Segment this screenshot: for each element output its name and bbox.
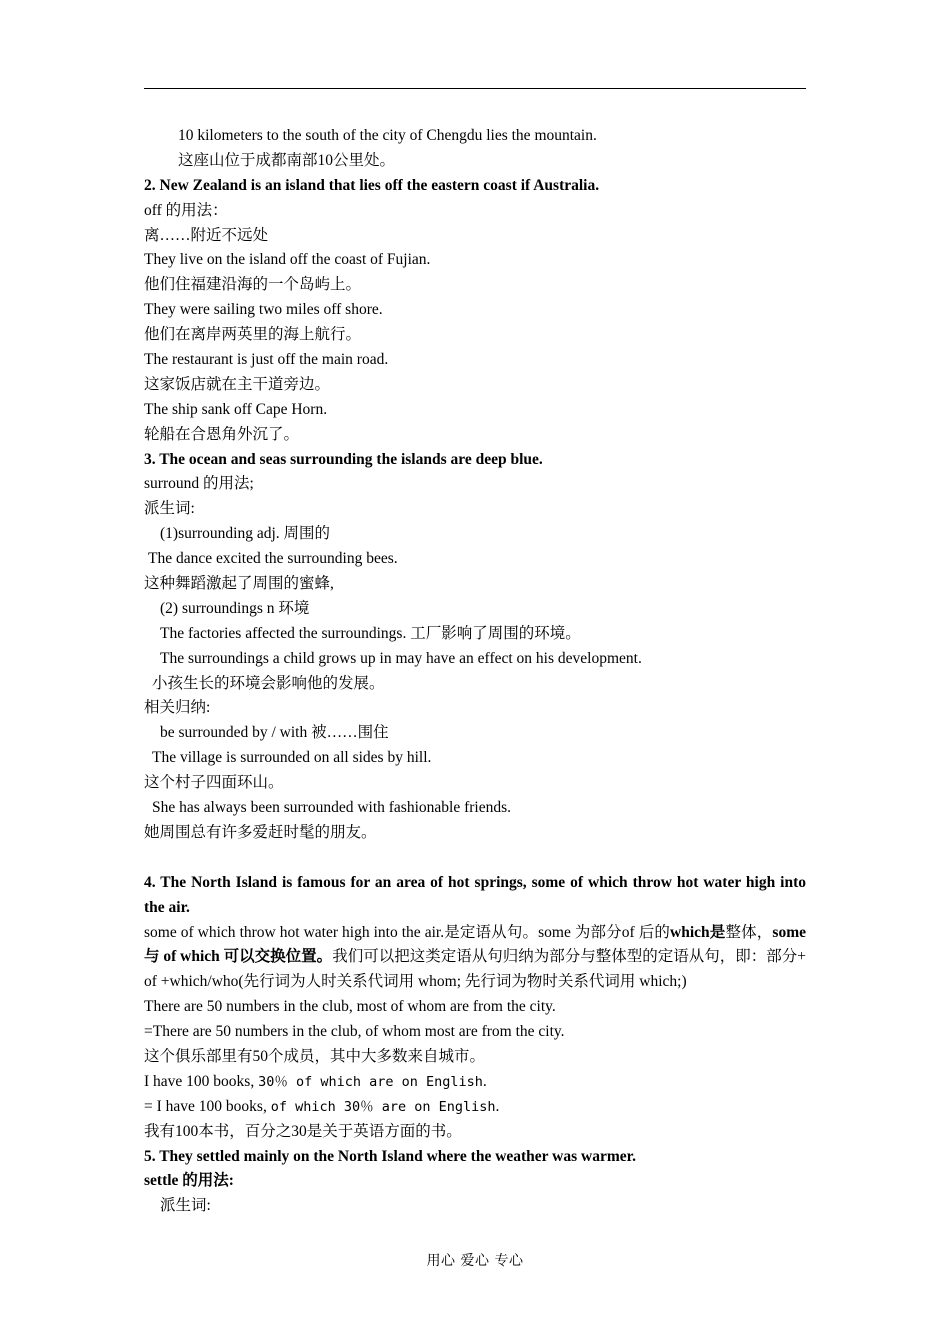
example-sentence: They were sailing two miles off shore. [144, 301, 383, 319]
sentence-part: . [495, 1097, 500, 1115]
derivative-word: (2) surroundings n 环境 [160, 599, 310, 617]
example-sentence: The village is surrounded on all sides by hill. [152, 749, 432, 767]
example-sentence: There are 50 numbers in the club, most of whom are from the city. [144, 998, 556, 1016]
translation: 我有100本书，百分之30是关于英语方面的书。 [144, 1122, 462, 1140]
usage-label: surround 的用法; [144, 475, 254, 493]
example-sentence: The surroundings a child grows up in may have an effect on his development. [160, 649, 642, 667]
heading-item-5: 5. They settled mainly on the North Island where the weather was warmer. [144, 1147, 636, 1165]
meaning: 离……附近不远处 [144, 226, 269, 244]
phrase: be surrounded by / with 被……围住 [160, 724, 389, 742]
sentence-part: of which 30％ are on English [270, 1098, 496, 1115]
sentence-part: . [482, 1072, 487, 1090]
header-rule [144, 88, 806, 89]
example-sentence: =There are 50 numbers in the club, of whom most are from the city. [144, 1023, 565, 1041]
heading-item-2: 2. New Zealand is an island that lies off the eastern coast if Australia. [144, 176, 600, 194]
translation: 这个俱乐部里有50个成员，其中大多数来自城市。 [144, 1048, 486, 1066]
summary-label: 相关归纳: [144, 699, 211, 717]
sentence-part: I have 100 books, [144, 1072, 259, 1090]
example-sentence: They live on the island off the coast of Fujian. [144, 251, 431, 269]
example-sentence: 10 kilometers to the south of the city of Chengdu lies the mountain. [178, 127, 597, 144]
translation: 他们住福建沿海的一个岛屿上。 [144, 276, 362, 294]
derivative-word: (1)surrounding adj. 周围的 [160, 525, 331, 543]
blank-line [144, 846, 806, 871]
sentence-part: 30％ of which are on English [258, 1073, 483, 1090]
explanation-text: 整体， [725, 923, 773, 941]
translation: 这座山位于成都南部10公里处。 [178, 151, 396, 169]
translation: 这种舞蹈激起了周围的蜜蜂, [144, 575, 334, 593]
translation: 他们在离岸两英里的海上航行。 [144, 326, 362, 344]
derivatives-label: 派生词: [144, 500, 195, 518]
derivatives-label: 派生词: [160, 1197, 211, 1215]
example-sentence: The ship sank off Cape Horn. [144, 400, 328, 418]
heading-item-3: 3. The ocean and seas surrounding the islands are deep blue. [144, 450, 543, 468]
explanation-bold: which是 [670, 923, 726, 941]
explanation-bold: some 与 of which 可以交换位置。 [144, 923, 806, 966]
example-sentence [144, 1070, 806, 1095]
translation: 她周围总有许多爱赶时髦的朋友。 [144, 823, 377, 841]
example-sentence: The dance excited the surrounding bees. [148, 550, 398, 568]
example-sentence: The restaurant is just off the main road. [144, 351, 389, 369]
explanation-text: 我们可以把这类定语从句归纳为部分与整体型的定语从句，即：部分+ of +which/who(先行词为人时关系代词用 whom; 先行词为物时关系代词用 which;) [144, 948, 806, 991]
example-sentence [144, 1095, 806, 1120]
example-sentence: The factories affected the surroundings. 工厂影响了周围的环境。 [160, 624, 581, 642]
usage-label: settle 的用法: [144, 1172, 234, 1190]
translation: 这家饭店就在主干道旁边。 [144, 375, 331, 393]
usage-label: off 的用法： [144, 201, 228, 219]
document-body [144, 124, 806, 1219]
translation: 这个村子四面环山。 [144, 774, 284, 792]
explanation-paragraph [144, 921, 806, 996]
heading-item-4: 4. The North Island is famous for an area of hot springs, some of which throw hot water high into the air. [144, 873, 806, 916]
translation: 小孩生长的环境会影响他的发展。 [152, 674, 385, 692]
page-footer: 用心 爱心 专心 [426, 1253, 524, 1269]
example-sentence: She has always been surrounded with fashionable friends. [152, 799, 511, 817]
sentence-part: = I have 100 books, [144, 1097, 271, 1115]
explanation-text: some of which throw hot water high into the air.是定语从句。some 为部分of 后的 [144, 923, 671, 941]
translation: 轮船在合恩角外沉了。 [144, 425, 300, 443]
